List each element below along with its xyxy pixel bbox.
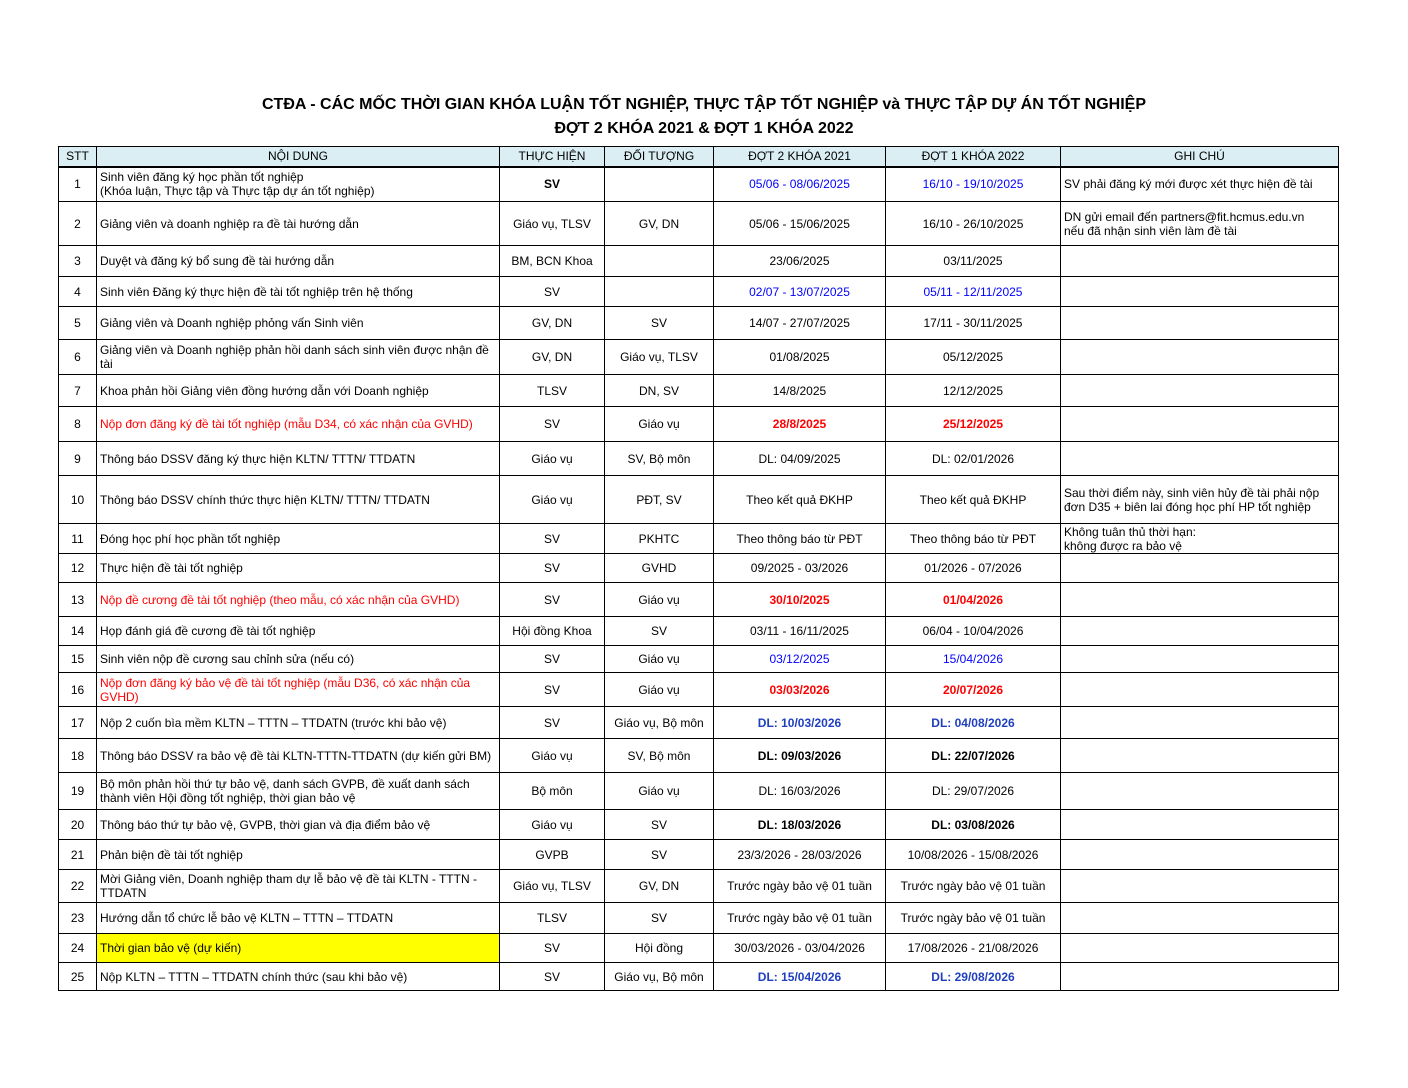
cell-stt: 6 xyxy=(59,340,97,375)
cell-target: GV, DN xyxy=(605,870,714,903)
cell-notes xyxy=(1061,246,1339,277)
cell-batch-2021: 23/3/2026 - 28/03/2026 xyxy=(714,840,886,870)
cell-batch-2022: DL: 04/08/2026 xyxy=(886,707,1061,739)
table-row xyxy=(59,583,1339,617)
cell-notes xyxy=(1061,739,1339,773)
cell-target: SV xyxy=(605,617,714,646)
cell-stt: 24 xyxy=(59,934,97,963)
cell-stt: 25 xyxy=(59,963,97,991)
cell-content: Duyệt và đăng ký bổ sung đề tài hướng dẫn xyxy=(97,246,500,277)
cell-batch-2022: 10/08/2026 - 15/08/2026 xyxy=(886,840,1061,870)
cell-performer: SV xyxy=(500,583,605,617)
cell-notes xyxy=(1061,442,1339,476)
cell-notes: SV phải đăng ký mới được xét thực hiện đề tài xyxy=(1061,167,1339,202)
cell-notes xyxy=(1061,934,1339,963)
cell-performer: SV xyxy=(500,707,605,739)
cell-target: SV xyxy=(605,810,714,840)
cell-performer: GV, DN xyxy=(500,340,605,375)
cell-content: Nộp 2 cuốn bìa mềm KLTN – TTTN – TTDATN (trước khi bảo vệ) xyxy=(97,707,500,739)
cell-stt: 3 xyxy=(59,246,97,277)
cell-performer: Giáo vụ xyxy=(500,476,605,524)
cell-notes: Không tuân thủ thời hạn: không được ra bảo vệ xyxy=(1061,524,1339,554)
cell-content: Đóng học phí học phần tốt nghiệp xyxy=(97,524,500,554)
cell-batch-2022: 15/04/2026 xyxy=(886,646,1061,673)
table-row xyxy=(59,903,1339,934)
cell-content: Nộp KLTN – TTTN – TTDATN chính thức (sau khi bảo vệ) xyxy=(97,963,500,991)
cell-stt: 16 xyxy=(59,673,97,707)
cell-batch-2022: 06/04 - 10/04/2026 xyxy=(886,617,1061,646)
cell-content: Phản biện đề tài tốt nghiệp xyxy=(97,840,500,870)
cell-content: Sinh viên nộp đề cương sau chỉnh sửa (nếu có) xyxy=(97,646,500,673)
table-row xyxy=(59,739,1339,773)
cell-batch-2021: Trước ngày bảo vệ 01 tuần xyxy=(714,903,886,934)
cell-batch-2021: DL: 18/03/2026 xyxy=(714,810,886,840)
cell-performer: SV xyxy=(500,963,605,991)
table-row xyxy=(59,202,1339,246)
cell-performer: Giáo vụ xyxy=(500,739,605,773)
cell-batch-2021: DL: 15/04/2026 xyxy=(714,963,886,991)
cell-target: GVHD xyxy=(605,554,714,583)
cell-content: Sinh viên Đăng ký thực hiện đề tài tốt nghiệp trên hệ thống xyxy=(97,277,500,307)
cell-batch-2021: DL: 09/03/2026 xyxy=(714,739,886,773)
cell-performer: TLSV xyxy=(500,375,605,407)
table-row xyxy=(59,870,1339,903)
cell-target: SV xyxy=(605,840,714,870)
cell-content: Thông báo DSSV chính thức thực hiện KLTN/ TTTN/ TTDATN xyxy=(97,476,500,524)
cell-target xyxy=(605,167,714,202)
cell-target: PĐT, SV xyxy=(605,476,714,524)
cell-target: PKHTC xyxy=(605,524,714,554)
cell-batch-2022: 01/2026 - 07/2026 xyxy=(886,554,1061,583)
table-row xyxy=(59,554,1339,583)
table-row xyxy=(59,246,1339,277)
cell-stt: 2 xyxy=(59,202,97,246)
cell-stt: 4 xyxy=(59,277,97,307)
cell-performer: SV xyxy=(500,554,605,583)
cell-performer: SV xyxy=(500,167,605,202)
table-row xyxy=(59,442,1339,476)
cell-content: Thông báo thứ tự bảo vệ, GVPB, thời gian và địa điểm bảo vệ xyxy=(97,810,500,840)
cell-batch-2021: 30/03/2026 - 03/04/2026 xyxy=(714,934,886,963)
cell-content: Giảng viên và Doanh nghiệp phỏng vấn Sinh viên xyxy=(97,307,500,340)
cell-stt: 10 xyxy=(59,476,97,524)
cell-notes xyxy=(1061,840,1339,870)
cell-batch-2021: 05/06 - 15/06/2025 xyxy=(714,202,886,246)
cell-notes xyxy=(1061,773,1339,810)
table-header-row xyxy=(59,147,1339,167)
cell-batch-2021: 30/10/2025 xyxy=(714,583,886,617)
cell-target: Hội đồng xyxy=(605,934,714,963)
cell-content: Nộp đơn đăng ký đề tài tốt nghiệp (mẫu D34, có xác nhận của GVHD) xyxy=(97,407,500,442)
cell-performer: SV xyxy=(500,646,605,673)
cell-content: Sinh viên đăng ký học phần tốt nghiệp (Khóa luận, Thực tập và Thực tập dự án tốt nghiệp) xyxy=(97,167,500,202)
cell-performer: TLSV xyxy=(500,903,605,934)
cell-batch-2021: DL: 04/09/2025 xyxy=(714,442,886,476)
cell-batch-2022: DL: 29/07/2026 xyxy=(886,773,1061,810)
cell-stt: 18 xyxy=(59,739,97,773)
cell-content: Giảng viên và doanh nghiệp ra đề tài hướng dẫn xyxy=(97,202,500,246)
cell-target: SV xyxy=(605,903,714,934)
table-row xyxy=(59,167,1339,202)
cell-target: Giáo vụ, Bộ môn xyxy=(605,707,714,739)
table-row xyxy=(59,524,1339,554)
cell-content: Họp đánh giá đề cương đề tài tốt nghiệp xyxy=(97,617,500,646)
cell-batch-2021: 14/8/2025 xyxy=(714,375,886,407)
cell-performer: GV, DN xyxy=(500,307,605,340)
cell-content: Thông báo DSSV ra bảo vệ đề tài KLTN-TTTN-TTDATN (dự kiến gửi BM) xyxy=(97,739,500,773)
table-row xyxy=(59,277,1339,307)
cell-stt: 7 xyxy=(59,375,97,407)
cell-target: SV, Bộ môn xyxy=(605,739,714,773)
cell-target: Giáo vụ xyxy=(605,673,714,707)
cell-batch-2022: DL: 02/01/2026 xyxy=(886,442,1061,476)
header-batch-2022: ĐỢT 1 KHÓA 2022 xyxy=(886,147,1061,167)
cell-notes xyxy=(1061,277,1339,307)
cell-batch-2022: 25/12/2025 xyxy=(886,407,1061,442)
cell-batch-2022: Trước ngày bảo vệ 01 tuần xyxy=(886,903,1061,934)
cell-performer: Bộ môn xyxy=(500,773,605,810)
cell-batch-2022: 01/04/2026 xyxy=(886,583,1061,617)
cell-notes xyxy=(1061,673,1339,707)
table-row xyxy=(59,617,1339,646)
cell-performer: SV xyxy=(500,277,605,307)
cell-batch-2022: 16/10 - 26/10/2025 xyxy=(886,202,1061,246)
table-row xyxy=(59,810,1339,840)
table-row xyxy=(59,407,1339,442)
cell-content: Hướng dẫn tổ chức lễ bảo vệ KLTN – TTTN – TTDATN xyxy=(97,903,500,934)
cell-notes xyxy=(1061,870,1339,903)
cell-batch-2022: 12/12/2025 xyxy=(886,375,1061,407)
cell-performer: Giáo vụ, TLSV xyxy=(500,870,605,903)
cell-performer: SV xyxy=(500,934,605,963)
table-row xyxy=(59,707,1339,739)
cell-stt: 8 xyxy=(59,407,97,442)
cell-stt: 19 xyxy=(59,773,97,810)
header-batch-2021: ĐỢT 2 KHÓA 2021 xyxy=(714,147,886,167)
cell-target: Giáo vụ xyxy=(605,646,714,673)
cell-batch-2021: 03/12/2025 xyxy=(714,646,886,673)
cell-content: Nộp đơn đăng ký bảo vệ đề tài tốt nghiệp (mẫu D36, có xác nhận của GVHD) xyxy=(97,673,500,707)
cell-batch-2022: 20/07/2026 xyxy=(886,673,1061,707)
cell-performer: Hội đồng Khoa xyxy=(500,617,605,646)
header-performer: THỰC HIỆN xyxy=(500,147,605,167)
cell-content: Thông báo DSSV đăng ký thực hiện KLTN/ TTTN/ TTDATN xyxy=(97,442,500,476)
cell-stt: 20 xyxy=(59,810,97,840)
cell-stt: 21 xyxy=(59,840,97,870)
cell-target: Giáo vụ xyxy=(605,583,714,617)
cell-batch-2022: DL: 03/08/2026 xyxy=(886,810,1061,840)
table-row xyxy=(59,840,1339,870)
cell-notes xyxy=(1061,707,1339,739)
cell-stt: 13 xyxy=(59,583,97,617)
cell-notes xyxy=(1061,340,1339,375)
cell-stt: 12 xyxy=(59,554,97,583)
cell-batch-2021: Trước ngày bảo vệ 01 tuần xyxy=(714,870,886,903)
table-row xyxy=(59,773,1339,810)
cell-target: Giáo vụ, TLSV xyxy=(605,340,714,375)
cell-stt: 14 xyxy=(59,617,97,646)
cell-content: Khoa phản hồi Giảng viên đồng hướng dẫn với Doanh nghiệp xyxy=(97,375,500,407)
cell-performer: SV xyxy=(500,673,605,707)
cell-notes xyxy=(1061,375,1339,407)
cell-performer: SV xyxy=(500,407,605,442)
cell-content: Thực hiện đề tài tốt nghiệp xyxy=(97,554,500,583)
cell-notes xyxy=(1061,810,1339,840)
cell-stt: 17 xyxy=(59,707,97,739)
cell-stt: 22 xyxy=(59,870,97,903)
cell-batch-2022: 03/11/2025 xyxy=(886,246,1061,277)
table-row xyxy=(59,646,1339,673)
cell-target xyxy=(605,277,714,307)
cell-batch-2021: 05/06 - 08/06/2025 xyxy=(714,167,886,202)
cell-notes xyxy=(1061,407,1339,442)
cell-target: SV, Bộ môn xyxy=(605,442,714,476)
cell-notes: DN gửi email đến partners@fit.hcmus.edu.vn nếu đã nhận sinh viên làm đề tài xyxy=(1061,202,1339,246)
cell-batch-2021: DL: 16/03/2026 xyxy=(714,773,886,810)
cell-batch-2022: 17/11 - 30/11/2025 xyxy=(886,307,1061,340)
cell-batch-2021: 23/06/2025 xyxy=(714,246,886,277)
cell-batch-2022: DL: 22/07/2026 xyxy=(886,739,1061,773)
cell-stt: 11 xyxy=(59,524,97,554)
table-row xyxy=(59,476,1339,524)
cell-content: Thời gian bảo vệ (dự kiến) xyxy=(97,934,500,963)
cell-batch-2021: 02/07 - 13/07/2025 xyxy=(714,277,886,307)
cell-content: Nộp đề cương đề tài tốt nghiệp (theo mẫu, có xác nhận của GVHD) xyxy=(97,583,500,617)
cell-batch-2021: Theo thông báo từ PĐT xyxy=(714,524,886,554)
cell-batch-2021: 03/03/2026 xyxy=(714,673,886,707)
cell-content: Bộ môn phản hồi thứ tự bảo vệ, danh sách GVPB, đề xuất danh sách thành viên Hội đồng tốt nghiệp, thời gian bảo vệ xyxy=(97,773,500,810)
header-stt: STT xyxy=(59,147,97,167)
cell-batch-2022: 05/11 - 12/11/2025 xyxy=(886,277,1061,307)
cell-notes xyxy=(1061,617,1339,646)
cell-target xyxy=(605,246,714,277)
document-subtitle: ĐỢT 2 KHÓA 2021 & ĐỢT 1 KHÓA 2022 xyxy=(554,120,854,137)
cell-notes xyxy=(1061,903,1339,934)
cell-performer: SV xyxy=(500,524,605,554)
cell-target: Giáo vụ, Bộ môn xyxy=(605,963,714,991)
cell-batch-2021: 14/07 - 27/07/2025 xyxy=(714,307,886,340)
cell-performer: Giáo vụ, TLSV xyxy=(500,202,605,246)
cell-stt: 1 xyxy=(59,167,97,202)
cell-notes xyxy=(1061,307,1339,340)
table-row xyxy=(59,673,1339,707)
header-content: NỘI DUNG xyxy=(97,147,500,167)
cell-batch-2021: DL: 10/03/2026 xyxy=(714,707,886,739)
cell-stt: 9 xyxy=(59,442,97,476)
table-row xyxy=(59,307,1339,340)
cell-batch-2022: Theo thông báo từ PĐT xyxy=(886,524,1061,554)
cell-batch-2021: 28/8/2025 xyxy=(714,407,886,442)
cell-batch-2022: 16/10 - 19/10/2025 xyxy=(886,167,1061,202)
table-row xyxy=(59,375,1339,407)
cell-batch-2021: Theo kết quả ĐKHP xyxy=(714,476,886,524)
cell-performer: BM, BCN Khoa xyxy=(500,246,605,277)
cell-batch-2022: 05/12/2025 xyxy=(886,340,1061,375)
cell-batch-2021: 09/2025 - 03/2026 xyxy=(714,554,886,583)
cell-notes xyxy=(1061,554,1339,583)
header-notes: GHI CHÚ xyxy=(1061,147,1339,167)
cell-performer: Giáo vụ xyxy=(500,442,605,476)
cell-target: DN, SV xyxy=(605,375,714,407)
cell-batch-2021: 01/08/2025 xyxy=(714,340,886,375)
cell-stt: 5 xyxy=(59,307,97,340)
schedule-table xyxy=(58,146,1339,991)
cell-batch-2022: Theo kết quả ĐKHP xyxy=(886,476,1061,524)
cell-notes xyxy=(1061,963,1339,991)
cell-stt: 23 xyxy=(59,903,97,934)
cell-batch-2022: 17/08/2026 - 21/08/2026 xyxy=(886,934,1061,963)
cell-stt: 15 xyxy=(59,646,97,673)
document-title: CTĐA - CÁC MỐC THỜI GIAN KHÓA LUẬN TỐT NGHIỆP, THỰC TẬP TỐT NGHIỆP và THỰC TẬP DỰ ÁN TỐT NGHIỆP xyxy=(261,96,1146,113)
table-row xyxy=(59,340,1339,375)
cell-notes xyxy=(1061,646,1339,673)
cell-target: Giáo vụ xyxy=(605,773,714,810)
cell-content: Giảng viên và Doanh nghiệp phản hồi danh sách sinh viên được nhận đề tài xyxy=(97,340,500,375)
cell-performer: Giáo vụ xyxy=(500,810,605,840)
cell-batch-2022: Trước ngày bảo vệ 01 tuần xyxy=(886,870,1061,903)
cell-target: SV xyxy=(605,307,714,340)
header-target: ĐỐI TƯỢNG xyxy=(605,147,714,167)
cell-target: GV, DN xyxy=(605,202,714,246)
cell-batch-2022: DL: 29/08/2026 xyxy=(886,963,1061,991)
table-row xyxy=(59,963,1339,991)
cell-performer: GVPB xyxy=(500,840,605,870)
cell-content: Mời Giảng viên, Doanh nghiệp tham dự lễ bảo vệ đề tài KLTN - TTTN - TTDATN xyxy=(97,870,500,903)
table-row xyxy=(59,934,1339,963)
cell-notes xyxy=(1061,583,1339,617)
cell-batch-2021: 03/11 - 16/11/2025 xyxy=(714,617,886,646)
cell-target: Giáo vụ xyxy=(605,407,714,442)
cell-notes: Sau thời điểm này, sinh viên hủy đề tài phải nộp đơn D35 + biên lai đóng học phí HP tốt nghiệp xyxy=(1061,476,1339,524)
